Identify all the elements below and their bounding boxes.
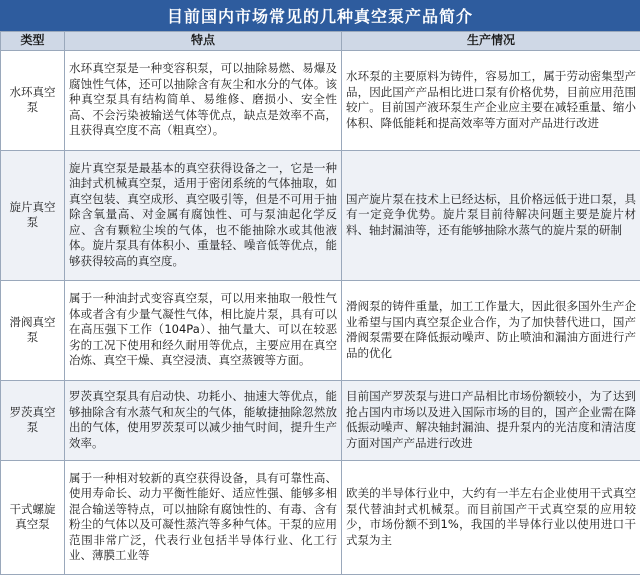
features-cell: 属于一种油封式变容真空泵，可以用来抽取一般性气体或者含有少量气凝性气体，相比旋片泵，具有可以在高压强下工作（104Pa）、抽气量大、可以在较恶劣的工况下使用和经久耐用等优点，主要应用在真空冶炼、真空干燥、真空浸渍、真空蒸镀等方面。 [65,280,342,380]
production-cell: 目前国产罗茨泵与进口产品相比市场份额较小，为了达到抢占国内市场以及进入国际市场的目的，国产企业需在降低振动噪声、解决轴封漏油、提升泵内的光洁度和清洁度方面对国产产品进行改进 [342,380,640,460]
features-cell: 旋片真空泵是最基本的真空获得设备之一，它是一种油封式机械真空泵，适用于密闭系统的气体抽取，如真空包装、真空成形、真空吸引等，但是不可用于抽除含氧量高、对金属有腐蚀性、可与泵油起化学反应、含有颗粒尘埃的气体，也不能抽除水或其他液体。旋片泵具有体积小、重量轻、噪音低等优点，能够获得较高的真空度。 [65,150,342,280]
type-cell: 罗茨真空泵 [1,380,65,460]
production-cell: 欧美的半导体行业中，大约有一半左右企业使用干式真空泵代替油封式机械泵。而目前国产干式真空泵的应用较少，市场份额不到1%，我国的半导体行业以使用进口干式泵为主 [342,460,640,574]
production-cell: 水环泵的主要原料为铸件，容易加工，属于劳动密集型产品，因此国产产品相比进口泵有价格优势，目前应用范围较广。目前国产液环泵生产企业应主要在减轻重量、缩小体积、降低能耗和提高效率等方面对产品进行改进 [342,50,640,150]
features-cell: 罗茨真空泵具有启动快、功耗小、抽速大等优点，能够抽除含有水蒸气和灰尘的气体，能敏捷抽除忽然放出的气体，使用罗茨泵可以减少抽气时间，提升生产效率。 [65,380,342,460]
table-row [1,50,640,150]
features-cell: 属于一种相对较新的真空获得设备，具有可靠性高、使用寿命长、动力平衡性能好、适应性强、能够多相混合输送等特点，可以抽除有腐蚀性的、有毒、含有粉尘的气体以及可凝性蒸汽等多种气体。干泵的应用范围非常广泛，代表行业包括半导体行业、化工行业、薄膜工业等 [65,460,342,574]
header-row [1,32,640,51]
table-row [1,460,640,574]
header-production: 生产情况 [342,32,640,51]
production-cell: 国产旋片泵在技术上已经达标，且价格远低于进口泵，具有一定竞争优势。旋片泵目前待解决问题主要是旋片材料、轴封漏油等，还有能够抽除水蒸气的旋片泵的研制 [342,150,640,280]
vacuum-pump-table [0,31,640,575]
features-cell: 水环真空泵是一种变容积泵，可以抽除易燃、易爆及腐蚀性气体，还可以抽除含有灰尘和水分的气体。该种真空泵具有结构简单、易维修、磨损小、安全性高、不会污染被输送气体等优点，缺点是效率不高，且获得真空度不高（粗真空）。 [65,50,342,150]
table-row [1,380,640,460]
type-cell: 水环真空泵 [1,50,65,150]
header-type: 类型 [1,32,65,51]
table-row [1,150,640,280]
header-features: 特点 [65,32,342,51]
type-cell: 滑阀真空泵 [1,280,65,380]
production-cell: 滑阀泵的铸件重量，加工工作量大，因此很多国外生产企业希望与国内真空泵企业合作，为了加快替代进口，国产滑阀泵需要在降低振动噪声、防止喷油和漏油方面进行产品的优化 [342,280,640,380]
table-title: 目前国内市场常见的几种真空泵产品简介 [0,0,640,31]
type-cell: 旋片真空泵 [1,150,65,280]
type-cell: 干式螺旋真空泵 [1,460,65,574]
table-row [1,280,640,380]
